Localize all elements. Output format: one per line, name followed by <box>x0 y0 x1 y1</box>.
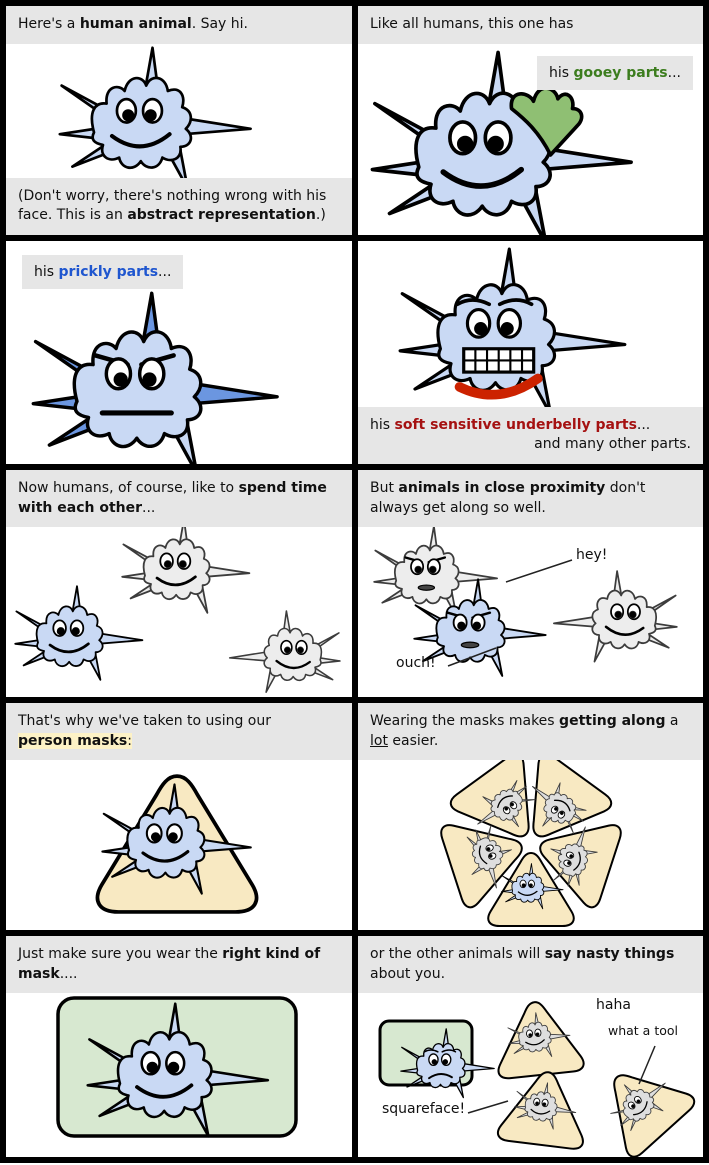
hey-label: hey! <box>576 547 608 563</box>
panel-1 <box>6 6 352 235</box>
caption-abstract-note: (Don't worry, there's nothing wrong with his face. This is an abstract representation.) <box>6 178 352 235</box>
panel-3 <box>6 241 352 464</box>
panel-2 <box>358 6 703 235</box>
caption-right-kind-of-mask: Just make sure you wear the right kind of mask.... <box>6 936 352 993</box>
what-a-tool-label: what a tool <box>608 1023 678 1038</box>
caption-underbelly <box>358 407 703 464</box>
caption-intro: Here's a human animal. Say hi. <box>6 6 352 44</box>
caption-close-proximity: But animals in close proximity don't always get along so well. <box>358 470 703 527</box>
squareface-pointer-line <box>468 1101 508 1113</box>
caption-say-nasty-things: or the other animals will say nasty things about you. <box>358 936 703 993</box>
caption-prickly-parts: his prickly parts... <box>22 255 183 289</box>
tool-pointer-line <box>639 1046 655 1084</box>
caption-like-all-humans: Like all humans, this one has <box>358 6 703 44</box>
squareface-label: squareface! <box>382 1101 466 1117</box>
hey-pointer-line <box>506 560 572 582</box>
panel-5 <box>6 470 352 697</box>
panel-8 <box>358 703 703 930</box>
haha-label: haha <box>596 997 631 1013</box>
caption-spend-time: Now humans, of course, like to spend time with each other... <box>6 470 352 527</box>
panel-10 <box>358 936 703 1157</box>
caption-gooey-parts: his gooey parts... <box>537 56 693 90</box>
panel-6 <box>358 470 703 697</box>
caption-underbelly-line1: his soft sensitive underbelly parts... <box>370 416 651 433</box>
panel-7 <box>6 703 352 930</box>
panel-9 <box>6 936 352 1157</box>
caption-person-masks <box>6 703 352 760</box>
caption-underbelly-line2: and many other parts. <box>534 436 691 453</box>
caption-person-masks-line2: person masks: <box>18 732 132 749</box>
caption-person-masks-line1: That's why we've taken to using our <box>18 713 271 729</box>
caption-getting-along: Wearing the masks makes getting along a lot easier. <box>358 703 703 760</box>
ouch-label: ouch! <box>396 655 436 671</box>
panel-4 <box>358 241 703 464</box>
